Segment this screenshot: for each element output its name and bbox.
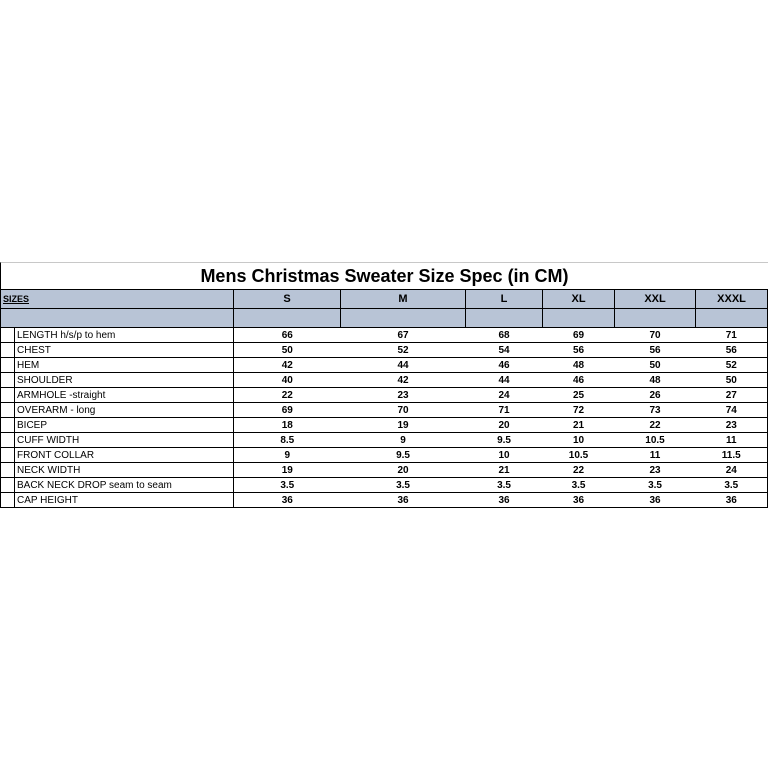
measurement-label: BACK NECK DROP seam to seam — [15, 478, 234, 493]
measurement-value: 50 — [234, 343, 341, 358]
table-row — [1, 343, 768, 358]
measurement-value: 66 — [234, 328, 341, 343]
measurement-value: 3.5 — [341, 478, 466, 493]
measurement-value: 73 — [615, 403, 696, 418]
measurement-value: 19 — [341, 418, 466, 433]
measurement-value: 56 — [543, 343, 615, 358]
measurement-value: 24 — [696, 463, 768, 478]
measurement-value: 36 — [615, 493, 696, 508]
measurement-label: LENGTH h/s/p to hem — [15, 328, 234, 343]
measurement-value: 3.5 — [466, 478, 543, 493]
measurement-value: 10.5 — [615, 433, 696, 448]
measurement-value: 52 — [696, 358, 768, 373]
measurement-value: 42 — [341, 373, 466, 388]
size-spec-sheet — [0, 262, 768, 508]
measurement-label: SHOULDER — [15, 373, 234, 388]
size-header-s: S — [234, 290, 341, 309]
measurement-value: 22 — [615, 418, 696, 433]
row-gutter — [1, 343, 15, 358]
measurement-value: 36 — [466, 493, 543, 508]
measurement-value: 18 — [234, 418, 341, 433]
measurement-value: 3.5 — [234, 478, 341, 493]
measurement-label: HEM — [15, 358, 234, 373]
row-gutter — [1, 403, 15, 418]
measurement-value: 23 — [341, 388, 466, 403]
size-spec-table — [0, 289, 768, 508]
size-header-xxl: XXL — [615, 290, 696, 309]
measurement-value: 36 — [543, 493, 615, 508]
row-gutter — [1, 373, 15, 388]
measurement-value: 36 — [696, 493, 768, 508]
measurement-value: 52 — [341, 343, 466, 358]
page-title: Mens Christmas Sweater Size Spec (in CM) — [0, 262, 768, 289]
measurement-value: 50 — [615, 358, 696, 373]
row-gutter — [1, 358, 15, 373]
table-row — [1, 433, 768, 448]
band-cell — [466, 309, 543, 328]
table-row — [1, 418, 768, 433]
measurement-label: CUFF WIDTH — [15, 433, 234, 448]
measurement-value: 36 — [341, 493, 466, 508]
row-gutter — [1, 328, 15, 343]
table-row — [1, 478, 768, 493]
row-gutter — [1, 388, 15, 403]
measurement-value: 23 — [615, 463, 696, 478]
size-header-l: L — [466, 290, 543, 309]
measurement-value: 9.5 — [466, 433, 543, 448]
row-gutter — [1, 493, 15, 508]
table-row — [1, 388, 768, 403]
band-cell — [696, 309, 768, 328]
measurement-value: 11 — [615, 448, 696, 463]
measurement-value: 21 — [543, 418, 615, 433]
measurement-value: 44 — [466, 373, 543, 388]
measurement-value: 23 — [696, 418, 768, 433]
band-cell — [615, 309, 696, 328]
measurement-value: 69 — [234, 403, 341, 418]
measurement-value: 20 — [466, 418, 543, 433]
row-gutter — [1, 463, 15, 478]
measurement-label: OVERARM - long — [15, 403, 234, 418]
measurement-value: 22 — [234, 388, 341, 403]
row-gutter — [1, 448, 15, 463]
row-gutter — [1, 478, 15, 493]
band-cell — [1, 309, 234, 328]
measurement-value: 21 — [466, 463, 543, 478]
measurement-value: 36 — [234, 493, 341, 508]
measurement-label: BICEP — [15, 418, 234, 433]
measurement-value: 69 — [543, 328, 615, 343]
measurement-value: 70 — [341, 403, 466, 418]
measurement-value: 3.5 — [543, 478, 615, 493]
row-gutter — [1, 433, 15, 448]
table-row — [1, 448, 768, 463]
measurement-label: CAP HEIGHT — [15, 493, 234, 508]
measurement-value: 67 — [341, 328, 466, 343]
measurement-value: 25 — [543, 388, 615, 403]
table-row — [1, 358, 768, 373]
measurement-value: 11.5 — [696, 448, 768, 463]
measurement-value: 54 — [466, 343, 543, 358]
measurement-value: 9 — [234, 448, 341, 463]
measurement-value: 56 — [696, 343, 768, 358]
table-row — [1, 373, 768, 388]
measurement-value: 72 — [543, 403, 615, 418]
measurement-value: 71 — [696, 328, 768, 343]
measurement-value: 24 — [466, 388, 543, 403]
measurement-value: 68 — [466, 328, 543, 343]
measurement-value: 48 — [543, 358, 615, 373]
sizes-label: SIZES — [1, 290, 234, 309]
measurement-value: 10 — [466, 448, 543, 463]
measurement-value: 9 — [341, 433, 466, 448]
measurement-value: 40 — [234, 373, 341, 388]
table-row — [1, 463, 768, 478]
measurement-value: 74 — [696, 403, 768, 418]
measurement-value: 48 — [615, 373, 696, 388]
measurement-value: 9.5 — [341, 448, 466, 463]
measurement-value: 56 — [615, 343, 696, 358]
measurement-value: 27 — [696, 388, 768, 403]
measurement-value: 8.5 — [234, 433, 341, 448]
band-cell — [234, 309, 341, 328]
measurement-value: 10.5 — [543, 448, 615, 463]
size-header-xxxl: XXXL — [696, 290, 768, 309]
measurement-value: 42 — [234, 358, 341, 373]
band-cell — [543, 309, 615, 328]
measurement-value: 10 — [543, 433, 615, 448]
size-header-m: M — [341, 290, 466, 309]
table-row — [1, 403, 768, 418]
table-row — [1, 493, 768, 508]
band-cell — [341, 309, 466, 328]
measurement-label: FRONT COLLAR — [15, 448, 234, 463]
measurement-value: 3.5 — [696, 478, 768, 493]
size-header-row — [1, 290, 768, 309]
measurement-value: 11 — [696, 433, 768, 448]
row-gutter — [1, 418, 15, 433]
measurement-rows — [1, 328, 768, 508]
measurement-value: 46 — [466, 358, 543, 373]
measurement-label: NECK WIDTH — [15, 463, 234, 478]
header-band-row — [1, 309, 768, 328]
measurement-value: 19 — [234, 463, 341, 478]
measurement-value: 71 — [466, 403, 543, 418]
measurement-value: 22 — [543, 463, 615, 478]
measurement-value: 70 — [615, 328, 696, 343]
measurement-label: ARMHOLE -straight — [15, 388, 234, 403]
measurement-value: 26 — [615, 388, 696, 403]
table-row — [1, 328, 768, 343]
measurement-value: 44 — [341, 358, 466, 373]
measurement-value: 46 — [543, 373, 615, 388]
measurement-value: 20 — [341, 463, 466, 478]
measurement-value: 3.5 — [615, 478, 696, 493]
size-header-xl: XL — [543, 290, 615, 309]
measurement-value: 50 — [696, 373, 768, 388]
measurement-label: CHEST — [15, 343, 234, 358]
